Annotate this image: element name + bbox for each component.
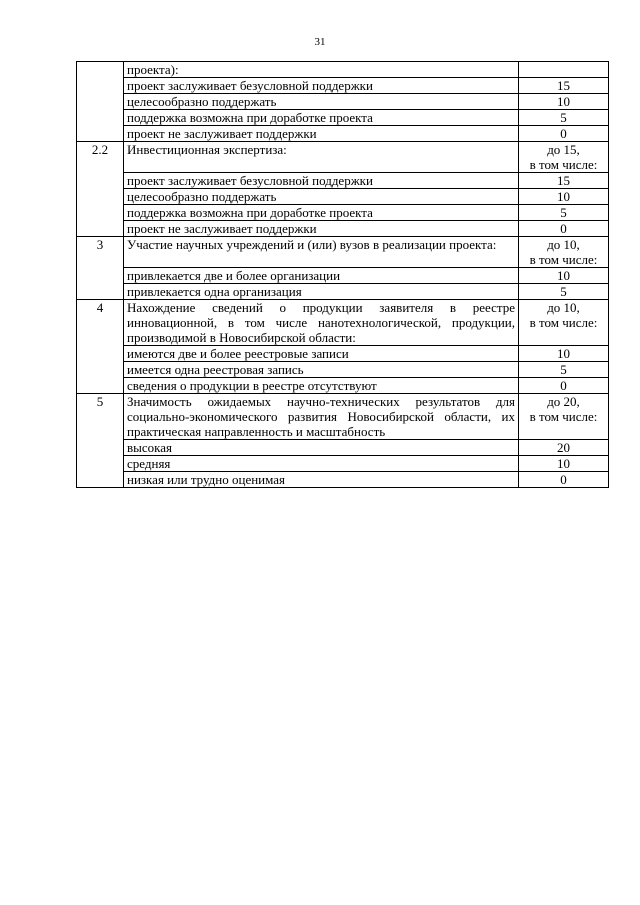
criterion-score: 5 [519, 362, 609, 378]
table-row [77, 126, 609, 142]
table-row [77, 268, 609, 284]
criterion-text: имеются две и более реестровые записи [124, 346, 519, 362]
criterion-score: 10 [519, 346, 609, 362]
score-max: до 10, [547, 237, 580, 252]
criterion-score: 10 [519, 268, 609, 284]
score-note: в том числе: [529, 157, 598, 172]
table-row [77, 472, 609, 488]
criterion-text: сведения о продукции в реестре отсутствуют [124, 378, 519, 394]
table-row [77, 440, 609, 456]
table-row [77, 346, 609, 362]
criterion-score [519, 300, 609, 346]
criterion-score: 20 [519, 440, 609, 456]
criterion-number: 3 [77, 237, 124, 300]
score-max: до 10, [547, 300, 580, 315]
criterion-text: Участие научных учреждений и (или) вузов в реализации проекта: [124, 237, 519, 268]
table-row [77, 62, 609, 78]
table-row [77, 173, 609, 189]
table-row [77, 394, 609, 440]
criterion-text: низкая или трудно оценимая [124, 472, 519, 488]
criterion-score: 0 [519, 126, 609, 142]
criterion-text: проект заслуживает безусловной поддержки [124, 78, 519, 94]
criterion-score: 15 [519, 173, 609, 189]
table-row [77, 237, 609, 268]
criterion-score [519, 237, 609, 268]
score-note: в том числе: [529, 409, 598, 424]
page-number: 31 [314, 36, 326, 48]
score-max: до 20, [547, 394, 580, 409]
table-row [77, 189, 609, 205]
criterion-score: 15 [519, 78, 609, 94]
table-row [77, 94, 609, 110]
criterion-score [519, 394, 609, 440]
table-row [77, 221, 609, 237]
criterion-score [519, 62, 609, 78]
criterion-text: поддержка возможна при доработке проекта [124, 110, 519, 126]
criterion-text: имеется одна реестровая запись [124, 362, 519, 378]
criterion-number-cell [77, 62, 124, 142]
criteria-table [76, 61, 609, 488]
score-note: в том числе: [529, 315, 598, 330]
criterion-text: привлекается две и более организации [124, 268, 519, 284]
criterion-text: Нахождение сведений о продукции заявителя в реестре инновационной, в том числе нанотехнологической, продукции, производимой в Новосибирской области: [124, 300, 519, 346]
criterion-score: 0 [519, 221, 609, 237]
table-row [77, 284, 609, 300]
criterion-score: 10 [519, 189, 609, 205]
criterion-text: проект не заслуживает поддержки [124, 221, 519, 237]
table-row [77, 78, 609, 94]
criterion-text: Значимость ожидаемых научно-технических результатов для социально-экономического развития Новосибирской области, их практическая направленность и масштабность [124, 394, 519, 440]
table-row [77, 142, 609, 173]
criterion-score: 10 [519, 456, 609, 472]
criterion-text: поддержка возможна при доработке проекта [124, 205, 519, 221]
table-row [77, 362, 609, 378]
score-note: в том числе: [529, 252, 598, 267]
criterion-score: 5 [519, 284, 609, 300]
criterion-score: 0 [519, 378, 609, 394]
criterion-score [519, 142, 609, 173]
criterion-score: 10 [519, 94, 609, 110]
criterion-score: 5 [519, 205, 609, 221]
criterion-score: 0 [519, 472, 609, 488]
criterion-text: целесообразно поддержать [124, 189, 519, 205]
score-max: до 15, [547, 142, 580, 157]
criterion-text: Инвестиционная экспертиза: [124, 142, 519, 173]
criterion-number: 5 [77, 394, 124, 488]
criterion-score: 5 [519, 110, 609, 126]
table-row [77, 456, 609, 472]
criterion-number: 2.2 [77, 142, 124, 237]
criterion-text: высокая [124, 440, 519, 456]
table-row [77, 205, 609, 221]
table-row [77, 378, 609, 394]
criterion-text: средняя [124, 456, 519, 472]
criterion-text: проект не заслуживает поддержки [124, 126, 519, 142]
criterion-text: проекта): [124, 62, 519, 78]
criterion-number: 4 [77, 300, 124, 394]
criterion-text: проект заслуживает безусловной поддержки [124, 173, 519, 189]
criterion-text: целесообразно поддержать [124, 94, 519, 110]
criterion-text: привлекается одна организация [124, 284, 519, 300]
table-row [77, 300, 609, 346]
table-row [77, 110, 609, 126]
